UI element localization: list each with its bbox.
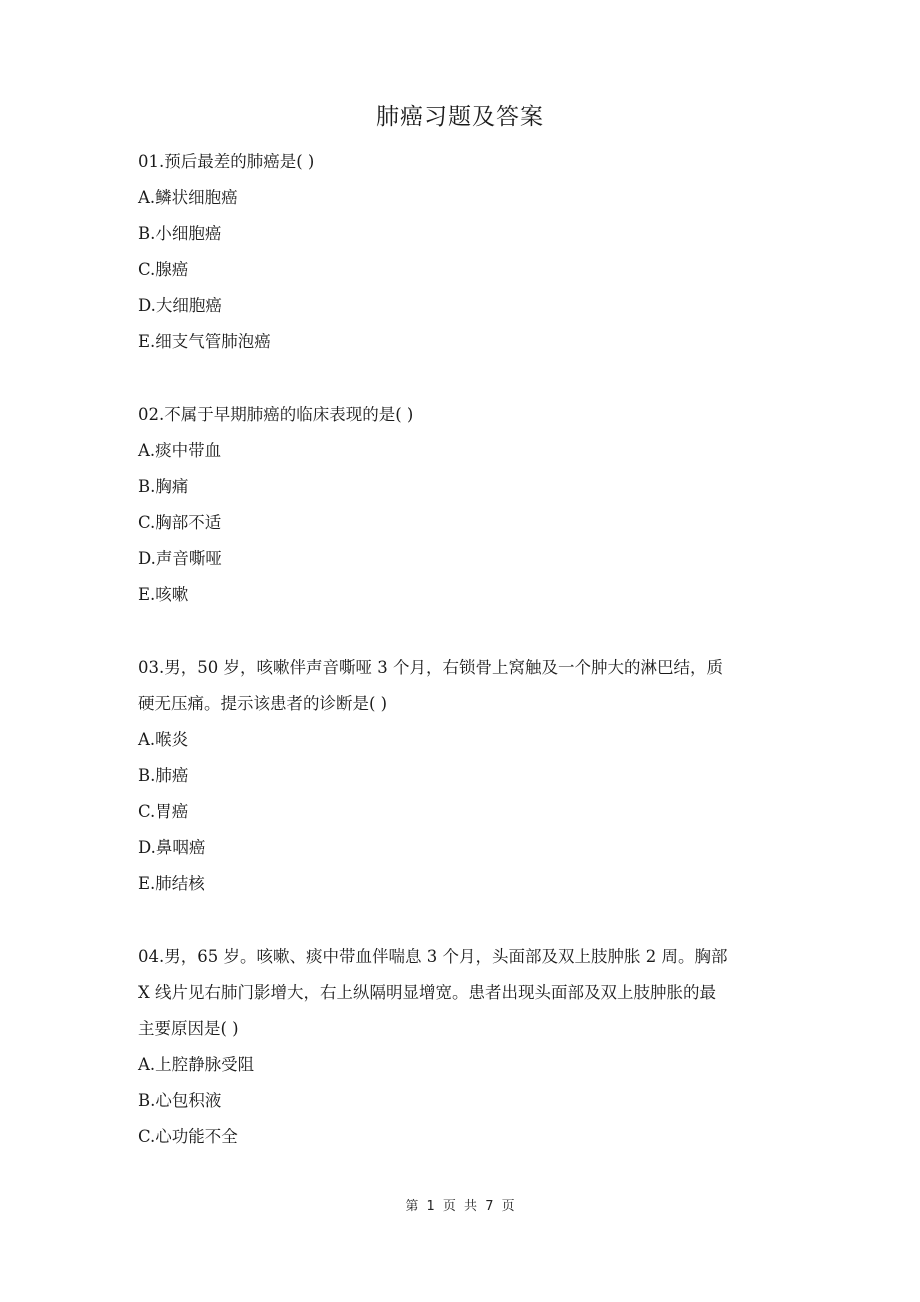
question-4-stem-line-2: X 线片见右肺门影增大，右上纵隔明显增宽。患者出现头面部及双上肢肿胀的最: [138, 983, 716, 1002]
question-3-option-e: E.肺结核: [138, 874, 205, 893]
question-3-option-b: B.肺癌: [138, 766, 189, 785]
question-4-stem-line-3: 主要原因是( ): [138, 1019, 239, 1038]
question-2-option-c: C.胸部不适: [138, 513, 222, 532]
document-title: 肺癌习题及答案: [376, 104, 544, 130]
question-3-option-d: D.鼻咽癌: [138, 838, 206, 857]
question-1-option-c: C.腺癌: [138, 260, 189, 279]
question-1-option-a: A.鳞状细胞癌: [138, 188, 238, 207]
question-2-option-a: A.痰中带血: [138, 441, 222, 460]
question-2-option-b: B.胸痛: [138, 477, 189, 496]
question-3-option-a: A.喉炎: [138, 730, 189, 749]
question-4-stem-line-1: 04.男，65 岁。咳嗽、痰中带血伴喘息 3 个月，头面部及双上肢肿胀 2 周。胸部: [138, 947, 728, 966]
question-3-stem-line-2: 硬无压痛。提示该患者的诊断是( ): [138, 694, 388, 713]
question-4-option-a: A.上腔静脉受阻: [138, 1055, 255, 1074]
question-1-option-e: E.细支气管肺泡癌: [138, 332, 271, 351]
question-1-stem: 01.预后最差的肺癌是( ): [138, 152, 315, 171]
question-2-option-d: D.声音嘶哑: [138, 549, 222, 568]
question-4-option-b: B.心包积液: [138, 1091, 222, 1110]
page-footer: 第 1 页 共 7 页: [405, 1199, 515, 1214]
question-1-option-d: D.大细胞癌: [138, 296, 222, 315]
question-2-option-e: E.咳嗽: [138, 585, 189, 604]
question-2-stem: 02.不属于早期肺癌的临床表现的是( ): [138, 405, 414, 424]
question-1-option-b: B.小细胞癌: [138, 224, 222, 243]
question-3-stem-line-1: 03.男，50 岁，咳嗽伴声音嘶哑 3 个月，右锁骨上窝触及一个肿大的淋巴结，质: [138, 658, 723, 677]
question-4-option-c: C.心功能不全: [138, 1127, 238, 1146]
question-3-option-c: C.胃癌: [138, 802, 189, 821]
